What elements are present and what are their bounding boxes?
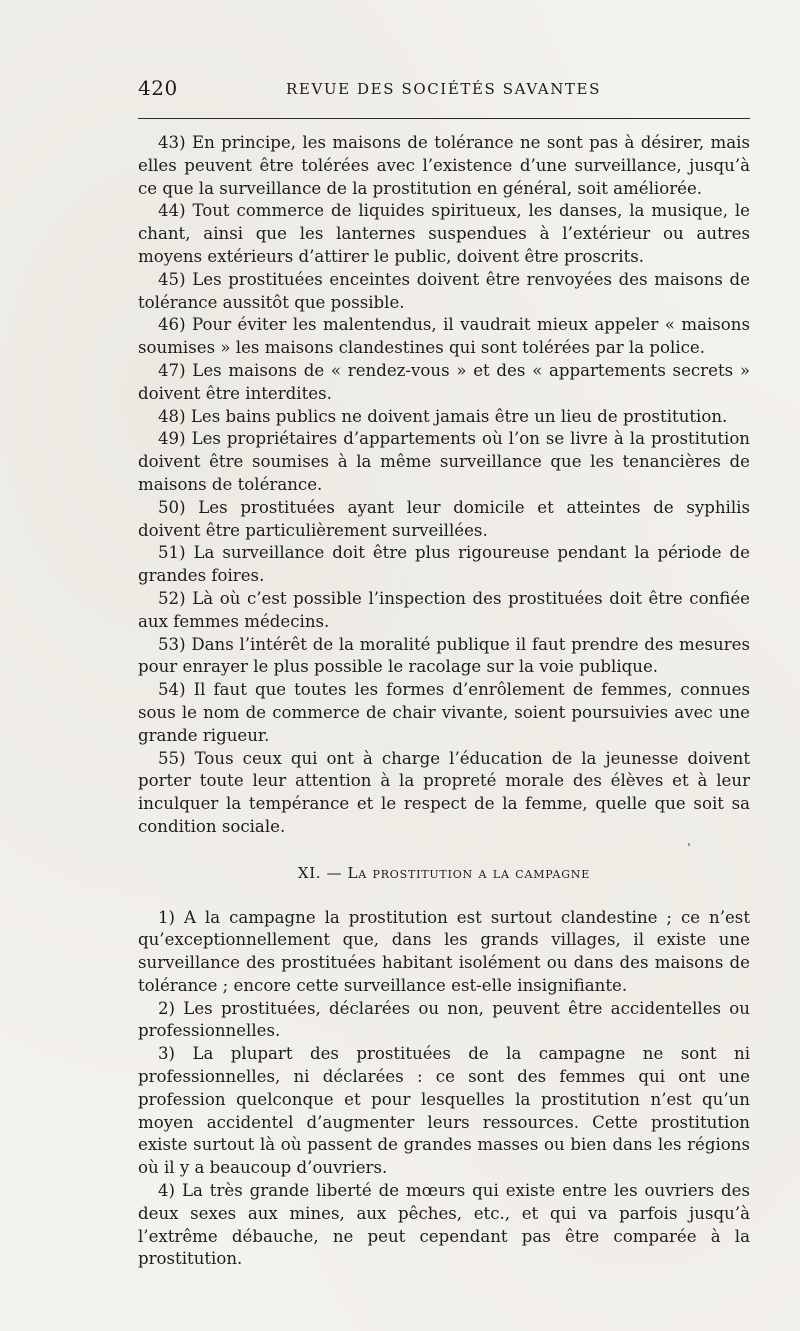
paragraph-4: 4) La très grande liberté de mœurs qui existe entre les ouvriers des deux sexes aux mines, aux pêches, etc., et qui va parfois jusqu’à l’extrême débauche, ne peut cependant pas être comparée à la prostitution. [138,1181,750,1269]
paragraph-53: 53) Dans l’intérêt de la moralité publique il faut prendre des mesures pour enrayer le plus possible le racolage sur la voie publique. [138,634,750,677]
paragraph-48: 48) Les bains publics ne doivent jamais être un lieu de prostitution. [158,406,728,426]
paragraph-49: 49) Les propriétaires d’appartements où l’on se livre à la prostitution doivent être soumises à la même surveillance que les tenancières de maisons de tolérance. [138,429,750,494]
paper-speck [688,843,690,846]
page-header [138,76,750,110]
paragraph-3: 3) La plupart des prostituées de la campagne ne sont ni professionnelles, ni déclarées : ce sont des femmes qui ont une profession quelconque et pour lesquelles la prostitution n’est qu’un moyen accidentel d’augmenter leurs ressources. Cette prostitution existe surtout là où passent de grandes masses ou bien dans les régions où il y a beaucoup d’ouvriers. [138,1044,750,1178]
section-number: XI. — [297,863,343,882]
paragraph-55: 55) Tous ceux qui ont à charge l’éducation de la jeunesse doivent porter toute leur attention à la propreté morale des élèves et à leur inculquer la tempérance et le respect de la femme, quelle que soit sa condition sociale. [138,748,750,836]
page-number: 420 [138,76,178,100]
section-heading [138,862,750,885]
header-rule [138,118,750,119]
running-title: REVUE DES SOCIÉTÉS SAVANTES [286,80,601,98]
paragraph-44: 44) Tout commerce de liquides spiritueux, les danses, la musique, le chant, ainsi que les lanternes suspendues à l’extérieur ou autres moyens extérieurs d’attirer le public, doivent être proscrits. [138,201,750,266]
paragraph-47: 47) Les maisons de « rendez-vous » et des « appartements secrets » doivent être interdites. [138,360,750,403]
paragraph-45: 45) Les prostituées enceintes doivent être renvoyées des maisons de tolérance aussitôt que possible. [138,269,750,312]
paragraph-50: 50) Les prostituées ayant leur domicile et atteintes de syphilis doivent être particulièrement surveillées. [138,497,750,540]
paragraph-43: 43) En principe, les maisons de tolérance ne sont pas à désirer, mais elles peuvent être tolérées avec l’existence d’une surveillance, jusqu’à ce que la surveillance de la prostitution en général, soit améliorée. [138,133,750,198]
paragraph-2: 2) Les prostituées, déclarées ou non, peuvent être accidentelles ou professionnelles. [138,998,750,1041]
paragraph-54: 54) Il faut que toutes les formes d’enrôlement de femmes, connues sous le nom de commerce de chair vivante, soient poursuivies avec une grande rigueur. [138,680,750,745]
section-title: La prostitution a la campagne [347,863,591,882]
paragraph-1: 1) A la campagne la prostitution est surtout clandestine ; ce n’est qu’exceptionnellement que, dans les grands villages, il existe une surveillance des prostituées habitant isolément ou dans des maisons de tolérance ; encore cette surveillance est-elle insignifiante. [138,907,750,995]
paragraph-46: 46) Pour éviter les malentendus, il vaudrait mieux appeler « maisons soumises » les maisons clandestines qui sont tolérées par la police. [138,315,750,358]
body-text [138,132,750,1271]
paragraph-52: 52) Là où c’est possible l’inspection des prostituées doit être confiée aux femmes médecins. [138,588,750,631]
paragraph-51: 51) La surveillance doit être plus rigoureuse pendant la période de grandes foires. [138,543,750,586]
